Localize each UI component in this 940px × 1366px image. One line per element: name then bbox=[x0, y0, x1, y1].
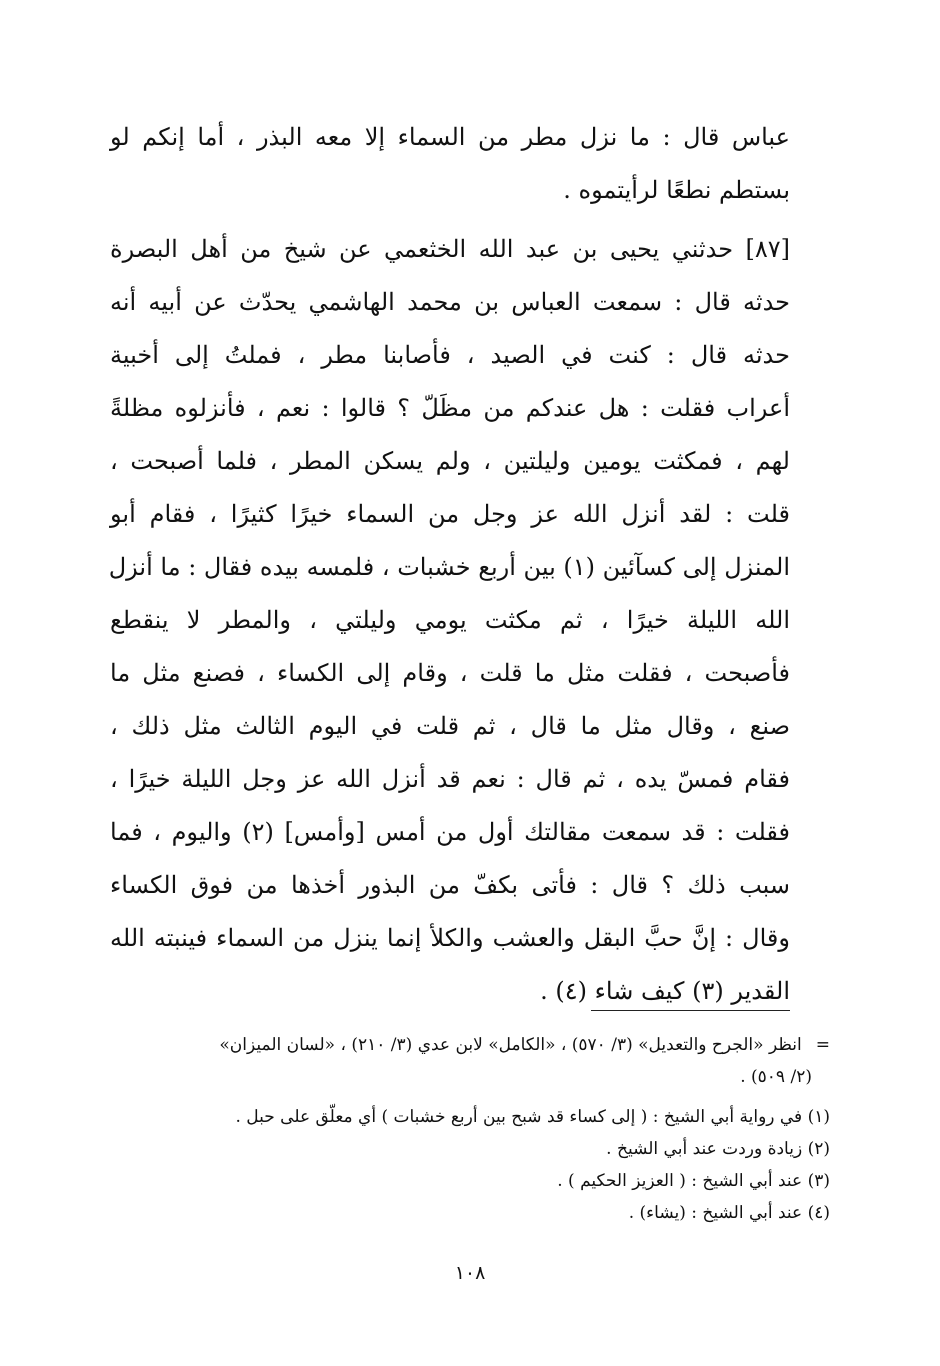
text-line: وقال : إنَّ حبَّ البقل والعشب والكلأ إنما ينزل من السماء فينبته الله bbox=[110, 924, 790, 952]
text-line: سبب ذلك ؟ قال : فأتى بكفّ من البذور أخذها من فوق الكساء bbox=[110, 871, 790, 899]
text-line: صنع ، وقال مثل ما قال ، ثم قلت في اليوم الثالث مثل ذلك ، bbox=[110, 712, 791, 740]
text-line: المنزل إلى كسآئين (١) بين أربع خشبات ، فلمسه بيده فقال : ما أنزل bbox=[108, 553, 790, 581]
footnote-separator bbox=[591, 1010, 790, 1011]
text-line: لهم ، فمكثت يومين وليلتين ، ولم يسكن المطر ، فلما أصبحت ، bbox=[110, 447, 790, 475]
text-line: قلت : لقد أنزل الله عز وجل من السماء خيرًا كثيرًا ، فقام أبو bbox=[110, 500, 790, 528]
main-text-body bbox=[110, 116, 790, 1023]
text-line: حدثه قال : كنت في الصيد ، فأصابنا مطر ، فملتُ إلى أخبية bbox=[110, 341, 790, 369]
footnote-1: (١) في رواية أبي الشيخ : ( إلى كساء قد شبح بين أربع خشبات ) أي معلّق على حبل . bbox=[235, 1107, 830, 1127]
page-number: ١٠٨ bbox=[454, 1262, 486, 1284]
text-line: فقام فمسّ يده ، ثم قال : نعم قد أنزل الله عز وجل الليلة خيرًا ، bbox=[110, 765, 790, 793]
text-line: بستطم نطعًا لرأيتموه . bbox=[563, 176, 790, 204]
text-line: عباس قال : ما نزل مطر من السماء إلا معه البذر ، أما إنكم لو bbox=[110, 123, 790, 151]
footnote-continued-line: (٢/ ٥٠٩) . bbox=[740, 1067, 812, 1087]
text-line: فأصبحت ، فقلت مثل ما قلت ، وقام إلى الكساء ، فصنع مثل ما bbox=[110, 659, 790, 687]
footnote-3: (٣) عند أبي الشيخ : ( العزيز الحكيم ) . bbox=[557, 1171, 830, 1191]
continuation-marker: = bbox=[815, 1035, 830, 1055]
text-line: أعراب فقلت : هل عندكم من مظَلّ ؟ قالوا : نعم ، فأنزلوه مظلةً bbox=[110, 394, 790, 422]
text-line: الله الليلة خيرًا ، ثم مكثت يومي وليلتي ، والمطر لا ينقطع bbox=[110, 606, 790, 634]
footnotes bbox=[118, 1031, 830, 1231]
footnote-continued bbox=[118, 1031, 830, 1063]
footnote-continued-text: انظر «الجرح والتعديل» (٣/ ٥٧٠) ، «الكامل» لابن عدي (٣/ ٢١٠) ، «لسان الميزان» bbox=[219, 1035, 802, 1055]
text-line: [٨٧] حدثني يحيى بن عبد الله الخثعمي عن شيخ من أهل البصرة bbox=[110, 235, 790, 263]
text-line: حدثه قال : سمعت العباس بن محمد الهاشمي يحدّث عن أبيه أنه bbox=[110, 288, 790, 316]
footnote-2: (٢) زيادة وردت عند أبي الشيخ . bbox=[606, 1139, 830, 1159]
text-line: فقلت : قد سمعت مقالتك أول من أمس [وأمس] (٢) واليوم ، فما bbox=[110, 818, 791, 846]
text-line: القدير (٣) كيف شاء (٤) . bbox=[540, 977, 790, 1005]
footnote-4: (٤) عند أبي الشيخ : (يشاء) . bbox=[628, 1203, 830, 1223]
